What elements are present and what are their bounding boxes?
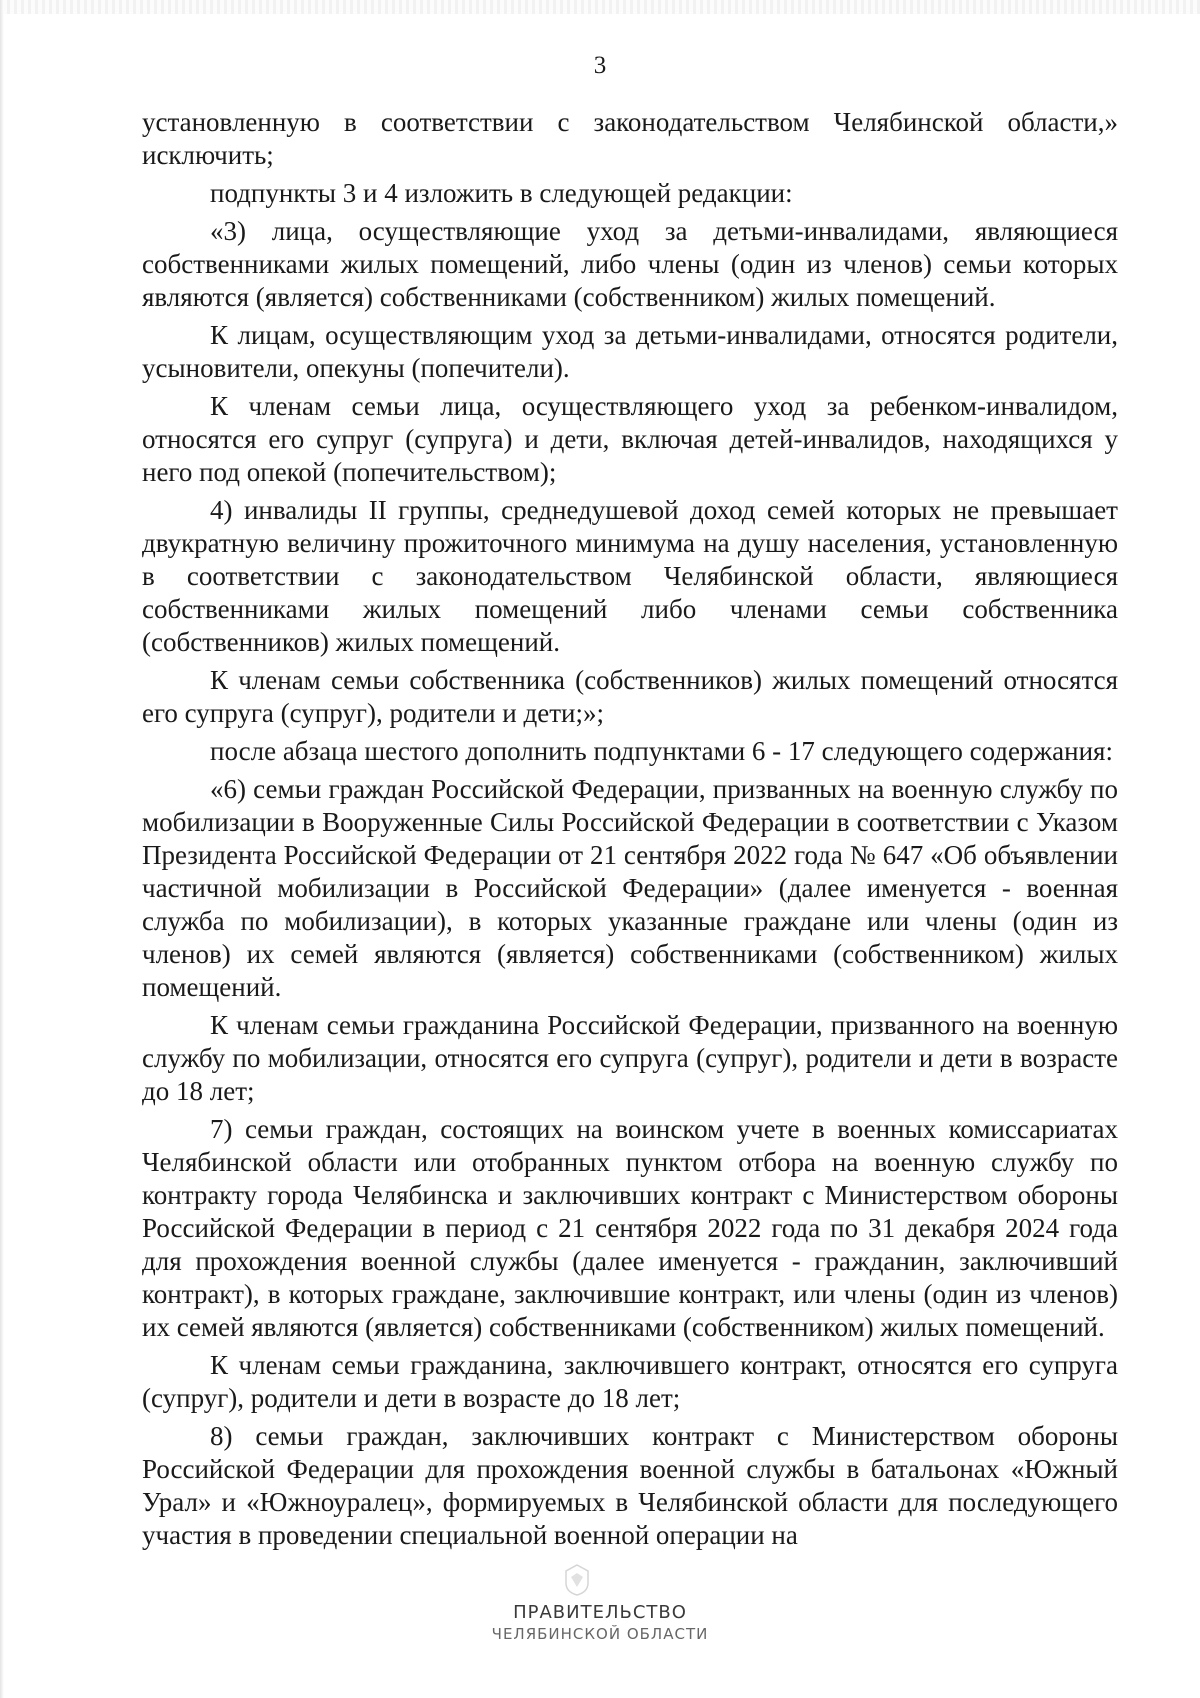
- government-stamp: [0, 1602, 1200, 1644]
- document-body: [142, 106, 1118, 1557]
- paragraph: К членам семьи гражданина Российской Федерации, призванного на военную службу по мобилизации, относятся его супруга (супруг), родители и дети в возрасте до 18 лет;: [142, 1010, 1118, 1106]
- stamp-line-2: ЧЕЛЯБИНСКОЙ ОБЛАСТИ: [491, 1625, 709, 1643]
- paragraph: К членам семьи лица, осуществляющего уход за ребенком-инвалидом, относятся его супруг (супруга) и дети, включая детей-инвалидов, находящихся у него под опекой (попечительством);: [142, 391, 1118, 487]
- paragraph: 4) инвалиды II группы, среднедушевой доход семей которых не превышает двукратную величину прожиточного минимума на душу населения, установленную в соответствии с законодательством Челябинской области, являющиеся собственниками жилых помещений либо членами семьи собственника (собственников) жилых помещений.: [142, 495, 1118, 657]
- stamp-line-1: ПРАВИТЕЛЬСТВО: [513, 1602, 687, 1623]
- emblem-watermark-icon: [562, 1563, 592, 1597]
- paragraph: подпункты 3 и 4 изложить в следующей редакции:: [210, 178, 793, 208]
- page-number: 3: [593, 52, 607, 79]
- paragraph: К членам семьи собственника (собственников) жилых помещений относятся его супруга (супруг), родители и дети;»;: [142, 665, 1118, 728]
- paragraph: «6) семьи граждан Российской Федерации, призванных на военную службу по мобилизации в Вооруженные Силы Российской Федерации в соответствии с Указом Президента Российской Федерации от 21 сентября 2022 года № 647 «Об объявлении частичной мобилизации в Российской Федерации» (далее именуется - военная служба по мобилизации), в которых указанные граждане или члены (один из членов) их семей являются (является) собственниками (собственником) жилых помещений.: [142, 774, 1118, 1002]
- paragraph: 7) семьи граждан, состоящих на воинском учете в военных комиссариатах Челябинской области или отобранных пунктом отбора на военную службу по контракту города Челябинска и заключивших контракт с Министерством обороны Российской Федерации в период с 21 сентября 2022 года по 31 декабря 2024 года для прохождения военной службы (далее именуется - гражданин, заключивший контракт), в которых граждане, заключившие контракт, или члены (один из членов) их семей являются (является) собственниками (собственником) жилых помещений.: [142, 1114, 1118, 1342]
- scan-artifact-edge: [0, 0, 4, 1698]
- paragraph-continuation: установленную в соответствии с законодательством Челябинской области,» исключить;: [142, 107, 1118, 170]
- paragraph: К членам семьи гражданина, заключившего контракт, относятся его супруга (супруг), родители и дети в возрасте до 18 лет;: [142, 1350, 1118, 1413]
- paragraph: после абзаца шестого дополнить подпунктами 6 - 17 следующего содержания:: [210, 736, 1113, 766]
- paragraph: К лицам, осуществляющим уход за детьми-инвалидами, относятся родители, усыновители, опекуны (попечители).: [142, 320, 1118, 383]
- paragraph: 8) семьи граждан, заключивших контракт с Министерством обороны Российской Федерации для прохождения военной службы в батальонах «Южный Урал» и «Южноуралец», формируемых в Челябинской области для последующего участия в проведении специальной военной операции на: [142, 1421, 1118, 1550]
- paragraph: «3) лица, осуществляющие уход за детьми-инвалидами, являющиеся собственниками жилых помещений, либо члены (один из членов) семьи которых являются (является) собственниками (собственником) жилых помещений.: [142, 216, 1118, 312]
- scan-artifact-top: [0, 0, 1200, 14]
